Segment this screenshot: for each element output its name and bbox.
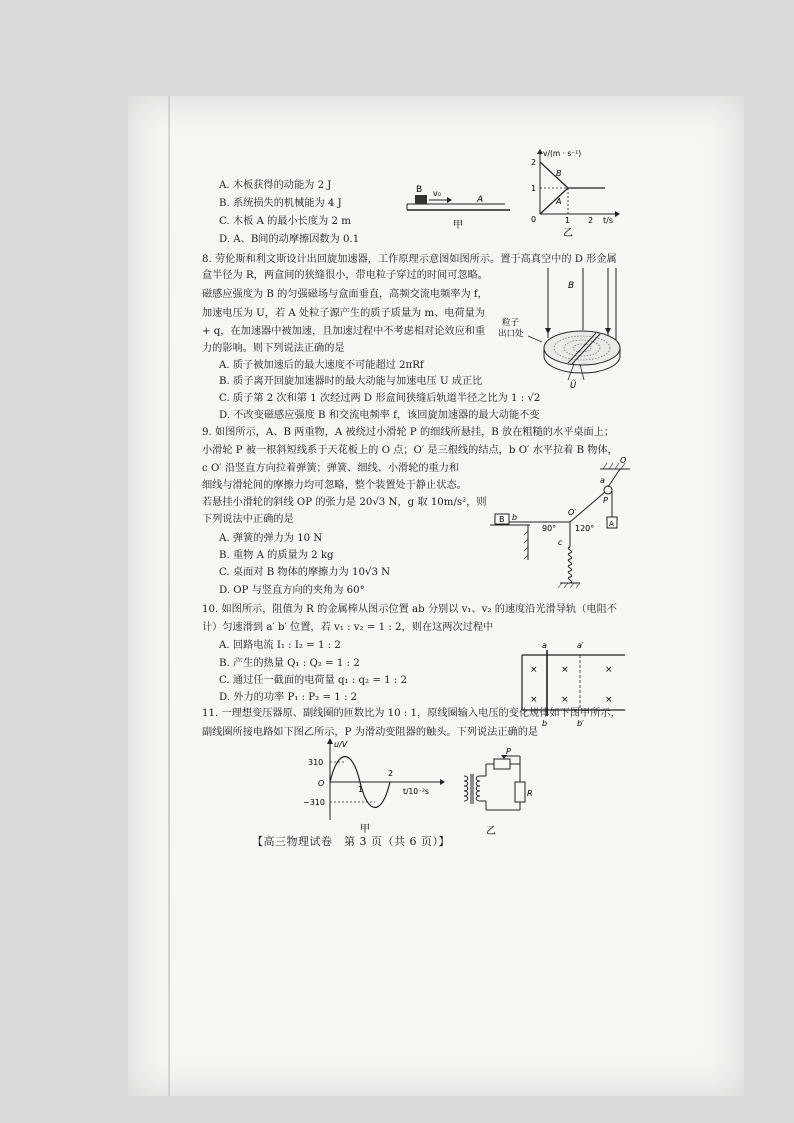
svg-text:甲: 甲: [360, 824, 370, 835]
svg-text:P: P: [506, 747, 511, 756]
page-footer: 【高三物理试卷 第 3 页（共 6 页）】: [252, 835, 450, 848]
svg-text:粒子: 粒子: [502, 318, 520, 328]
svg-text:−310: −310: [303, 798, 325, 807]
q7-figure-jia: [405, 182, 515, 230]
svg-text:b: b: [542, 719, 548, 728]
svg-text:90°: 90°: [542, 524, 557, 533]
page-binding-edge: [168, 96, 170, 1096]
q8-stem-line: + q，在加速器中被加速，且加速过程中不考虑相对论效应和重: [202, 326, 486, 337]
svg-text:×: ×: [530, 695, 538, 705]
q7-option-d: D. A、B间的动摩擦因数为 0.1: [219, 234, 360, 245]
q9-stem-line: c O′ 沿竖直方向拉着弹簧；弹簧、细线、小滑轮的重力和: [202, 463, 460, 474]
q11-voltage-graph: [300, 738, 460, 833]
q8-option-c: C. 质子第 2 次和第 1 次经过两 D 形盒间狭缝后轨道半径之比为 1 : √2: [219, 393, 541, 404]
svg-text:a′: a′: [577, 641, 584, 650]
q9-option-d: D. OP 与竖直方向的夹角为 60°: [219, 585, 365, 596]
q8-stem-line: 磁感应强度为 B 的匀强磁场与盒面垂直，高频交流电频率为 f，: [202, 289, 488, 300]
q9-option-a: A. 弹簧的弹力为 10 N: [219, 533, 323, 544]
svg-text:×: ×: [605, 695, 613, 705]
svg-text:v/(m · s⁻¹): v/(m · s⁻¹): [543, 149, 582, 158]
svg-text:1: 1: [531, 184, 537, 193]
svg-text:1: 1: [565, 216, 571, 225]
q9-pulley-figure: [490, 455, 630, 590]
q8-cyclotron-figure: [498, 268, 628, 391]
svg-text:O: O: [318, 779, 325, 788]
svg-text:2: 2: [531, 158, 537, 167]
svg-text:R: R: [527, 789, 533, 798]
q9-stem-line: 小滑轮 P 被一根斜短线系于天花板上的 O 点；O′ 是三根线的结点，b O′ 水平拉着 B 物体，: [202, 445, 618, 456]
svg-text:1: 1: [358, 785, 364, 794]
q10-option-d: D. 外力的功率 P₁ : P₂ = 1 : 2: [219, 692, 358, 703]
svg-text:2: 2: [588, 216, 594, 225]
q7-option-b: B. 系统损失的机械能为 4 J: [219, 198, 342, 209]
svg-text:P: P: [603, 496, 608, 505]
q8-stem-line: 8. 劳伦斯和利文斯设计出回旋加速器，工作原理示意图如图所示。置于高真空中的 D 形金属: [202, 254, 617, 265]
svg-text:B: B: [556, 169, 562, 178]
q8-option-b: B. 质子离开回旋加速器时的最大动能与加速电压 U 成正比: [219, 376, 483, 387]
q9-stem-line: 9. 如图所示，A、B 两重物，A 被绕过小滑轮 P 的细线所悬挂，B 放在粗糙的水平桌面上；: [202, 427, 615, 438]
svg-text:v₀: v₀: [433, 189, 441, 198]
svg-text:乙: 乙: [563, 228, 573, 239]
svg-text:O: O: [620, 456, 627, 465]
svg-text:a: a: [600, 476, 605, 485]
q7-figure-yi-vt-graph: [525, 148, 625, 239]
svg-text:u/V: u/V: [334, 740, 348, 749]
svg-text:A: A: [477, 195, 484, 205]
q9-option-c: C. 桌面对 B 物体的摩擦力为 10√3 N: [219, 567, 391, 578]
q11-stem-line: 11. 一理想变压器原、副线圈的匝数比为 10 : 1，原线圈输入电压的变化规律如下图甲所示，: [202, 708, 621, 719]
q11-stem-line: 副线圈所接电路如下图乙所示，P 为滑动变阻器的触头。下列说法正确的是: [202, 727, 539, 738]
q10-stem-line: 10. 如图所示，阻值为 R 的金属棒从图示位置 ab 分别以 v₁、v₂ 的速度沿光滑导轨（电阻不: [202, 604, 617, 615]
q9-option-b: B. 重物 A 的质量为 2 kg: [219, 550, 334, 561]
q8-stem-line: 力的影响。则下列说法正确的是: [202, 343, 345, 354]
q7-option-c: C. 木板 A 的最小长度为 2 m: [219, 216, 351, 227]
svg-text:O′: O′: [568, 508, 577, 517]
svg-text:b′: b′: [577, 719, 584, 728]
svg-text:b: b: [512, 513, 518, 522]
svg-text:A: A: [609, 520, 614, 528]
q7-fig-jia-caption: 甲: [453, 220, 463, 231]
svg-text:×: ×: [561, 695, 569, 705]
svg-text:×: ×: [605, 665, 613, 675]
q8-stem-line: 盒半径为 R，两盒间的狭缝很小，带电粒子穿过的时间可忽略。: [202, 270, 488, 281]
q9-stem-line: 下列说法中正确的是: [202, 514, 294, 525]
svg-text:×: ×: [530, 665, 538, 675]
svg-text:Ũ: Ũ: [570, 381, 577, 391]
q7-option-a: A. 木板获得的动能为 2 J: [219, 180, 332, 191]
q9-stem-line: 细线与滑轮间的摩擦力均可忽略，整个装置处于静止状态。: [202, 480, 467, 491]
svg-text:×: ×: [561, 665, 569, 675]
q10-option-c: C. 通过任一截面的电荷量 q₁ : q₂ = 1 : 2: [219, 675, 408, 686]
q9-stem-line: 若悬挂小滑轮的斜线 OP 的张力是 20√3 N，g 取 10m/s²，则: [202, 497, 487, 508]
svg-text:B: B: [416, 185, 423, 195]
q8-option-d: D. 不改变磁感应强度 B 和交流电频率 f，该回旋加速器的最大动能不变: [219, 410, 540, 421]
q11-transformer-circuit: [458, 747, 538, 837]
svg-text:2: 2: [388, 769, 394, 778]
svg-text:a: a: [542, 641, 547, 650]
svg-text:310: 310: [308, 758, 324, 767]
svg-text:c: c: [558, 538, 563, 547]
svg-text:A: A: [556, 197, 562, 206]
svg-text:出口处: 出口处: [498, 329, 524, 339]
svg-text:B: B: [568, 281, 575, 291]
svg-text:120°: 120°: [575, 524, 595, 533]
svg-text:t/s: t/s: [603, 216, 613, 225]
q8-option-a: A. 质子被加速后的最大速度不可能超过 2πRf: [219, 360, 424, 371]
svg-text:乙: 乙: [486, 826, 496, 837]
q10-stem-line: 计）匀速滑到 a′ b′ 位置，若 v₁ : v₂ = 1 : 2，则在这两次过程中: [202, 622, 494, 633]
svg-text:t/10⁻²s: t/10⁻²s: [403, 787, 429, 796]
svg-text:0: 0: [531, 215, 537, 224]
svg-text:B: B: [499, 515, 505, 524]
q8-stem-line: 加速电压为 U，若 A 处粒子源产生的质子质量为 m、电荷量为: [202, 308, 486, 319]
q10-option-b: B. 产生的热量 Q₁ : Q₂ = 1 : 2: [219, 658, 360, 669]
q10-option-a: A. 回路电流 I₁ : I₂ = 1 : 2: [219, 640, 341, 651]
